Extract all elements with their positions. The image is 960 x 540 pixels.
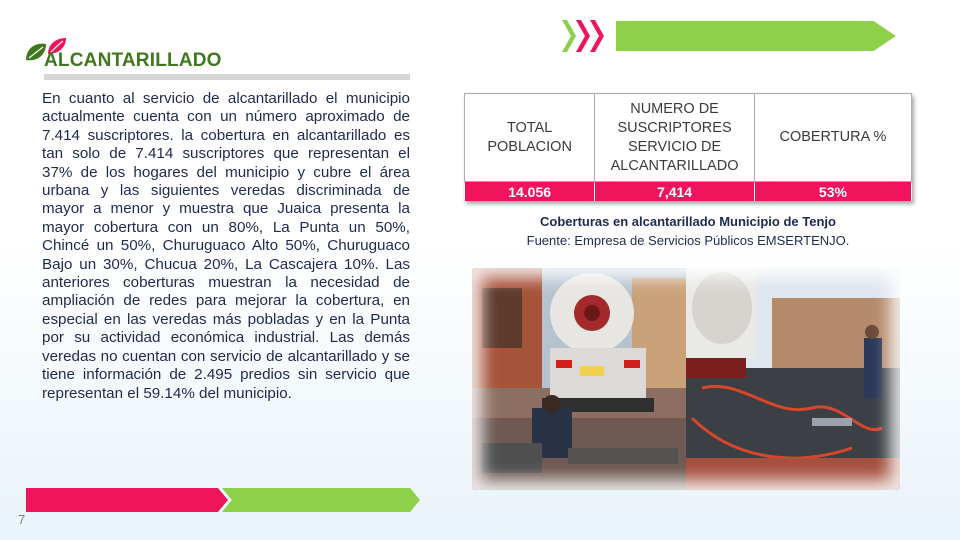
- footer-pink-bar: [26, 488, 228, 512]
- table-header-cell: NUMERO DE SUSCRIPTORES SERVICIO DE ALCANTARILLADO: [595, 94, 755, 182]
- table-cell: 14.056: [465, 182, 595, 202]
- footer-green-bar: [222, 488, 420, 512]
- coverage-table: [464, 93, 912, 201]
- table-header-row: [465, 94, 912, 182]
- sewer-truck-photo: [472, 268, 900, 490]
- chevron-right-icon: [562, 20, 576, 52]
- table-header-cell: COBERTURA %: [754, 94, 911, 182]
- page-number: 7: [18, 512, 26, 527]
- table-caption-source: Fuente: Empresa de Servicios Públicos EMSERTENJO.: [526, 233, 850, 248]
- body-paragraph: En cuanto al servicio de alcantarillado el municipio actualmente cuenta con un número aproximado de 7.414 suscriptores. la cobertura en alcantarillado es tan solo de 7.414 suscriptores que representan el 37% de los hogares del municipio y cubre el área urbana y las siguientes veredas discriminada de mayor a menor y muestra que Juaica presenta la mayor cobertura con un 80%, La Punta un 50%, Chincé un 50%, Churuguaco Alto 50%, Churuguaco Bajo un 30%, Chucua 20%, La Cascajera 10%. Las anteriores coberturas muestran la necesidad de ampliación de redes para mejorar la cobertura, en especial en las veredas más pobladas y en la Punta por su actividad económica industrial. Las demás veredas no cuentan con servicio de alcantarillado y se tiene información de 2.495 predios sin servicio que representan el 59.14% del municipio.: [42, 90, 410, 402]
- page-title: ALCANTARILLADO: [44, 50, 222, 71]
- title-underline: [44, 74, 410, 80]
- chevron-right-icon: [576, 20, 590, 52]
- chevron-right-icon: [590, 20, 604, 52]
- header-decoration: [562, 20, 902, 52]
- table-cell: 7,414: [595, 182, 755, 202]
- table-header-cell: TOTAL POBLACION: [465, 94, 595, 182]
- table-cell: 53%: [754, 182, 911, 202]
- header-green-bar: [616, 21, 896, 51]
- table-row: [465, 182, 912, 202]
- table-caption-title: Coberturas en alcantarillado Municipio de Tenjo: [540, 214, 836, 229]
